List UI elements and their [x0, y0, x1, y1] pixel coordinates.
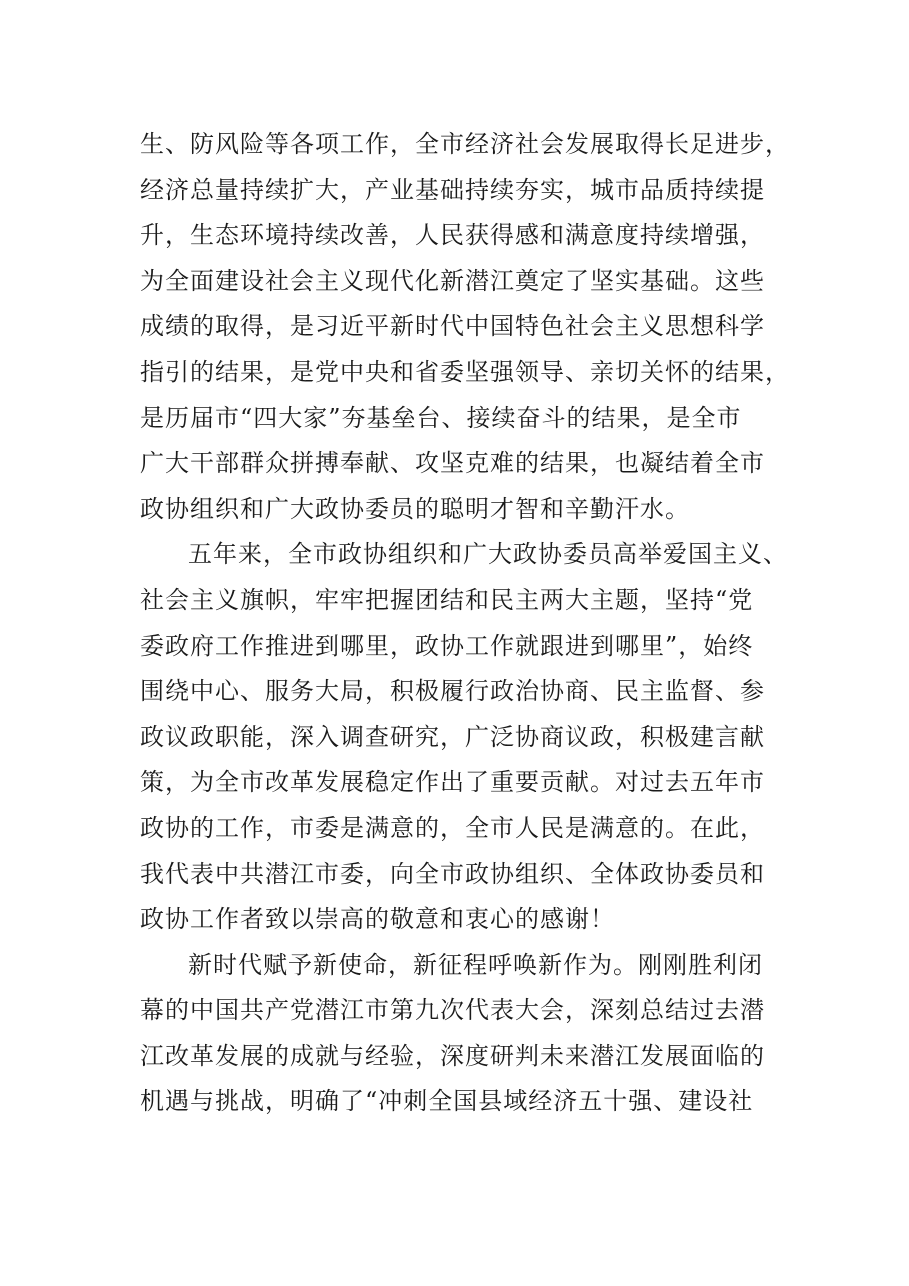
text-line: 政议政职能，深入调查研究，广泛协商议政，积极建言献	[140, 722, 765, 751]
text-line: 是历届市“四大家”夯基垒台、接续奋斗的结果，是全市	[140, 403, 742, 432]
text-line: 我代表中共潜江市委，向全市政协组织、全体政协委员和	[140, 859, 765, 888]
text-line: 生、防风险等各项工作，全市经济社会发展取得长足进步，	[140, 130, 790, 158]
text-line: 升，生态环境持续改善，人民获得感和满意度持续增强，	[140, 221, 765, 250]
text-line: 政协的工作，市委是满意的，全市人民是满意的。在此，	[140, 813, 765, 842]
paragraph-1	[140, 122, 790, 532]
text-line: 经济总量持续扩大，产业基础持续夯实，城市品质持续提	[140, 175, 765, 204]
text-line: 围绕中心、服务大局，积极履行政治协商、民主监督、参	[140, 677, 765, 706]
text-line: 委政府工作推进到哪里，政协工作就跟进到哪里”，始终	[140, 631, 754, 660]
text-line: 为全面建设社会主义现代化新潜江奠定了坚实基础。这些	[140, 266, 765, 295]
paragraph-3	[140, 943, 780, 1125]
text-line: 策，为全市改革发展稳定作出了重要贡献。对过去五年市	[140, 768, 765, 797]
text-line: 机遇与挑战，明确了“冲刺全国县域经济五十强、建设社	[140, 1087, 754, 1116]
document-body	[140, 122, 790, 1125]
text-line: 幕的中国共产党潜江市第九次代表大会，深刻总结过去潜	[140, 996, 765, 1025]
text-line: 政协组织和广大政协委员的聪明才智和辛勤汗水。	[140, 494, 690, 523]
text-line: 新时代赋予新使命，新征程呼唤新作为。刚刚胜利闭	[188, 950, 763, 979]
paragraph-2	[140, 532, 788, 942]
text-line: 指引的结果，是党中央和省委坚强领导、亲切关怀的结果，	[140, 357, 790, 386]
text-line: 政协工作者致以崇高的敬意和衷心的感谢！	[140, 905, 615, 934]
text-line: 江改革发展的成就与经验，深度研判未来潜江发展面临的	[140, 1041, 765, 1070]
text-line: 五年来，全市政协组织和广大政协委员高举爱国主义、	[188, 540, 788, 569]
text-line: 成绩的取得，是习近平新时代中国特色社会主义思想科学	[140, 312, 765, 341]
text-line: 社会主义旗帜，牢牢把握团结和民主两大主题，坚持“党	[140, 585, 754, 614]
text-line: 广大干部群众拼搏奉献、攻坚克难的结果，也凝结着全市	[140, 449, 765, 478]
